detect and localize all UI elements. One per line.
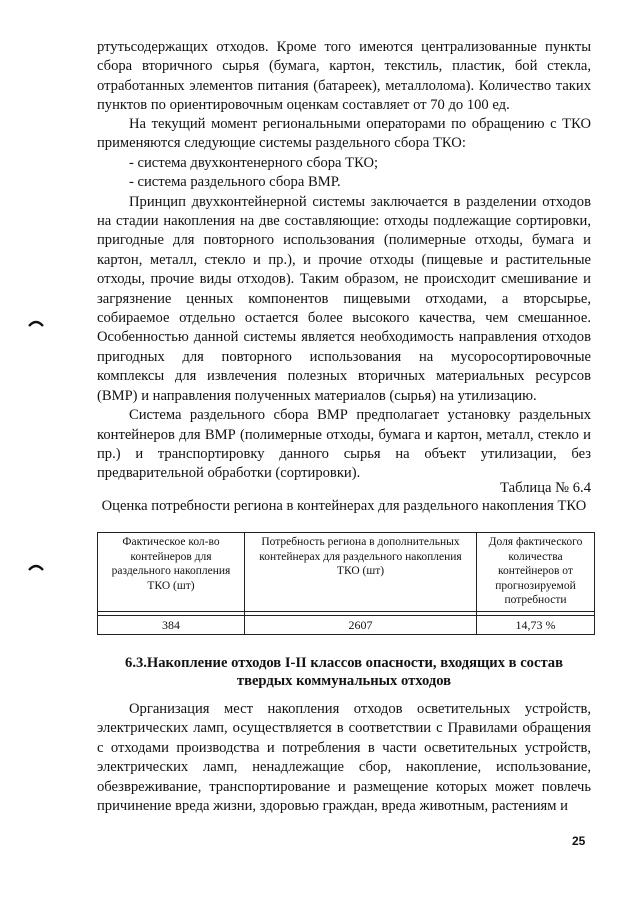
list-item: - система двухконтенерного сбора ТКО; xyxy=(129,154,379,171)
table-header-row xyxy=(98,533,595,612)
section-heading: 6.3.Накопление отходов I-II классов опасности, входящих в состав твердых коммунальных отходов xyxy=(125,655,563,689)
vmr-paragraph: Система раздельного сбора ВМР предполагает установку раздельных контейнеров для ВМР (полимерные отходы, бумага и картон, металл, стекло и пр.) и транспортировку данного сырья на объект утилизации, без предварительной обработки (сортировки). xyxy=(97,407,591,482)
table-cell: 2607 xyxy=(245,616,477,635)
paragraph: ртутьсодержащих отходов. Кроме того имеются централизованные пункты сбора вторичного сырья (бумага, картон, текстиль, пластик, бой стекла, отработанных элементов питания (батареек), металлолома). Количество таких пунктов по ориентировочным оценкам составляет от 70 до 100 ед. xyxy=(97,39,591,114)
lamps-section-body xyxy=(97,700,591,816)
table-number: Таблица № 6.4 xyxy=(500,480,591,496)
column-header: Доля фактического количества контейнеров от прогнозируемой потребности xyxy=(477,533,595,612)
column-header: Фактическое кол-во контейнеров для раздельного накопления ТКО (шт) xyxy=(98,533,245,612)
binding-hole-mark xyxy=(28,318,44,328)
principle-paragraph: Принцип двухконтейнерной системы заключается в разделении отходов на стадии накопления на две составляющие: отходы подлежащие сортировки, пригодные для повторного использования (полимерные отходы, бумага и картон, металл, стекло и пр.), и прочие отходы (пищевые и растительные отходы, прочие виды отходов). Таким образом, не происходит смешивание и загрязнение ценных компонентов пищевыми отходами, а вторсырье, собираемое отдельно остается более высокого качества, чем смешанное. Особенностью данной системы является необходимость направления отходов пригодных для повторного использования на мусоросортировочные комплексы для извлечения полезных вторичных материальных ресурсов (ВМР) и направления полученных материалов (сырья) на утилизацию. xyxy=(97,193,591,404)
separate-collection-section xyxy=(97,115,591,484)
table-row xyxy=(98,616,595,635)
table-title: Оценка потребности региона в контейнерах для раздельного накопления ТКО xyxy=(101,498,587,514)
intro-paragraph: На текущий момент региональными операторами по обращению с ТКО применяются следующие системы раздельного сбора ТКО: xyxy=(97,116,591,152)
binding-hole-mark xyxy=(28,562,44,572)
table-cell: 384 xyxy=(98,616,245,635)
paragraph-continuation xyxy=(97,38,591,116)
containers-table xyxy=(97,532,595,635)
table-cell: 14,73 % xyxy=(477,616,595,635)
page-number: 25 xyxy=(572,834,586,848)
closing-paragraph: Организация мест накопления отходов осветительных устройств, электрических ламп, осуществляется в соответствии с Правилами обращения с отходами производства и потребления в части осветительных устройств, электрических ламп, ненадлежащие сбор, накопление, использование, обезвреживание, транспортирование и размещение которых может повлечь причинение вреда жизни, здоровью граждан, вреда животным, растениям и xyxy=(97,701,591,815)
column-header: Потребность региона в дополнительных контейнерах для раздельного накопления ТКО (шт) xyxy=(245,533,477,612)
list-item: - система раздельного сбора ВМР. xyxy=(129,174,341,191)
